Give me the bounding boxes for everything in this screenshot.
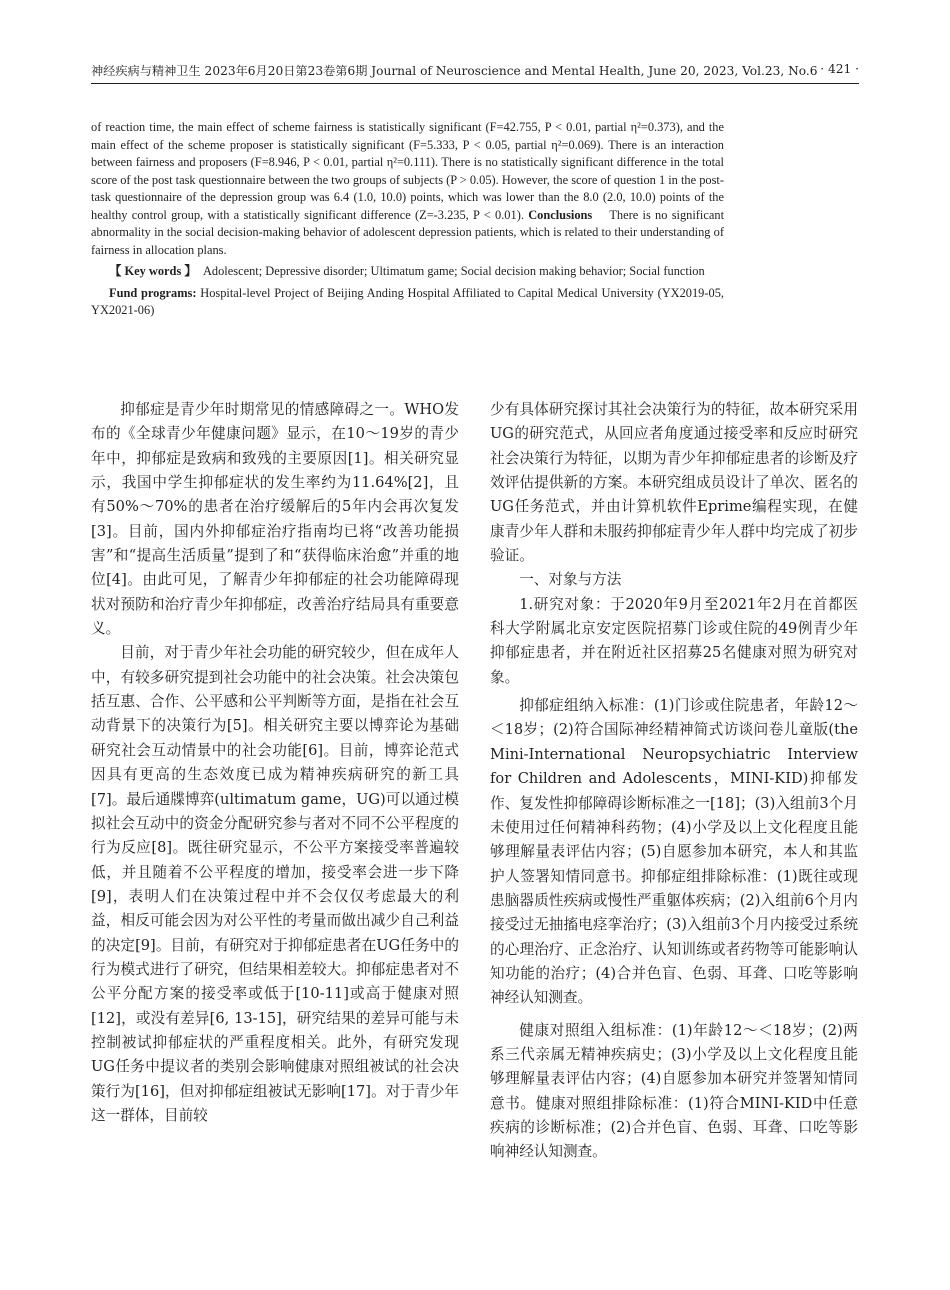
abstract-results-conclusions <box>91 119 724 259</box>
intro-paragraph-2: 目前，对于青少年社会功能的研究较少，但在成年人中，有较多研究提到社会功能中的社会决策。社会决策包括互惠、合作、公平感和公平判断等方面，是指在社会互动背景下的决策行为[5]。相关研究主要以博弈论为基础研究社会互动情景中的社会功能[6]。目前，博弈论范式因具有更高的生态效度已成为精神疾病研究的新工具[7]。最后通牒博弈(ultimatum game，UG)可以通过模拟社会互动中的资金分配研究参与者对不同不公平程度的行为反应[8]。既往研究显示，不公平方案接受率普遍较低，并且随着不公平程度的增加，接受率会进一步下降[9]，表明人们在决策过程中并不会仅仅考虑最大的利益，相反可能会因为对公平性的考量而做出减少自己利益的决定[9]。目前，有研究对于抑郁症患者在UG任务中的行为模式进行了研究，但结果相差较大。抑郁症患者对不公平分配方案的接受率或低于[10-11]或高于健康对照[12]，或没有差异[6, 13-15]，研究结果的差异可能与未控制被试抑郁症状的严重程度相关。此外，有研究发现UG任务中提议者的类别会影响健康对照组被试的社会决策行为[16]，但对抑郁症组被试无影响[17]。对于青少年这一群体，目前较 <box>91 644 459 1124</box>
depression-group-criteria: 抑郁症组纳入标准：(1)门诊或住院患者，年龄12～＜18岁；(2)符合国际神经精神简式访谈问卷儿童版(the Mini-International Neuropsychiatric Interview for Children and Adolescents，MINI-KID)抑郁发作、复发性抑郁障碍诊断标准之一[18]；(3)入组前3个月未使用过任何精神科药物；(4)小学及以上文化程度且能够理解量表评估内容；(5)自愿参加本研究，本人和其监护人签署知情同意书。抑郁症组排除标准：(1)既往或现患脑器质性疾病或慢性严重躯体疾病；(2)入组前6个月内接受过无抽搐电痉挛治疗；(3)入组前3个月内接受过系统的心理治疗、正念治疗、认知训练或者药物等可能影响认知功能的治疗；(4)合并色盲、色弱、耳聋、口吃等影响神经认知测查。 <box>490 697 858 1007</box>
fund-label: Fund programs: <box>109 285 197 300</box>
fund-programs <box>91 285 724 320</box>
body-column-left <box>91 398 459 1128</box>
page-number: · 421 · <box>820 62 859 76</box>
control-group-criteria: 健康对照组入组标准：(1)年龄12～＜18岁；(2)两系三代亲属无精神疾病史；(3)小学及以上文化程度且能够理解量表评估内容；(4)自愿参加本研究并签署知情同意书。健康对照组排除标准：(1)符合MINI-KID中任意疾病的诊断标准；(2)合并色盲、色弱、耳聋、口吃等影响神经认知测查。 <box>490 1021 858 1161</box>
keywords <box>91 263 724 281</box>
body-column-right <box>490 398 858 1165</box>
english-abstract <box>91 119 724 320</box>
keywords-label: 【 Key words 】 <box>109 264 197 278</box>
intro-paragraph-continued: 少有具体研究探讨其社会决策行为的特征，故本研究采用UG的研究范式，从回应者角度通过接受率和反应时研究社会决策行为特征，以期为青少年抑郁症患者的诊断及疗效评估提供新的方案。本研究组成员设计了单次、匿名的UG任务范式，并由计算机软件Eprime编程实现，在健康青少年人群和未服药抑郁症青少年人群中均完成了初步验证。 <box>490 401 858 565</box>
conclusions-label: Conclusions <box>528 207 593 222</box>
running-header <box>91 62 859 82</box>
methods-subjects: 1.研究对象：于2020年9月至2021年2月在首都医科大学附属北京安定医院招募门诊或住院的49例青少年抑郁症患者，并在附近社区招募25名健康对照为研究对象。 <box>490 595 858 686</box>
journal-info: 神经疾病与精神卫生 2023年6月20日第23卷第6期 Journal of Neuroscience and Mental Health, June 20, 2023, Vol.23, No.6 <box>91 64 818 78</box>
intro-paragraph-1: 抑郁症是青少年时期常见的情感障碍之一。WHO发布的《全球青少年健康问题》显示，在10～19岁的青少年中，抑郁症是致病和致残的主要原因[1]。相关研究显示，我国中学生抑郁症状的发生率约为11.64%[2]，且有50%～70%的患者在治疗缓解后的5年内会再次复发[3]。目前，国内外抑郁症治疗指南均已将“改善功能损害”和“提高生活质量”提到了和“获得临床治愈”并重的地位[4]。由此可见，了解青少年抑郁症的社会功能障碍现状对预防和治疗青少年抑郁症，改善治疗结局具有重要意义。 <box>91 401 459 638</box>
header-rule <box>91 83 859 84</box>
abstract-results-text: of reaction time, the main effect of scheme fairness is statistically significant (F=42.755, P < 0.01, partial η²=0.373), and the main effect of the scheme proposer is statistically significant (F=5.333, P < 0.05, partial η²=0.069). There is an interaction between fairness and proposers (F=8.946, P < 0.01, partial η²=0.111). There is no statistically significant difference in the total score of the post task questionnaire between the two groups of subjects (P > 0.05). However, the score of question 1 in the post-task questionnaire of the depression group was 6.4 (1.0, 10.0) points, which was lower than the 8.0 (2.0, 10.0) points of the healthy control group, with a statistically significant difference (Z=-3.235, P < 0.01). <box>91 120 724 222</box>
keywords-text: Adolescent; Depressive disorder; Ultimatum game; Social decision making behavior; Social function <box>202 264 705 278</box>
fund-text: Hospital-level Project of Beijing Anding Hospital Affiliated to Capital Medical University (YX2019-05, YX2021-06) <box>91 285 724 317</box>
section-heading-methods: 一、对象与方法 <box>519 571 622 589</box>
conclusions-text: There is no significant abnormality in the social decision-making behavior of adolescent depression patients, which is related to their understanding of fairness in allocation plans. <box>91 207 725 257</box>
